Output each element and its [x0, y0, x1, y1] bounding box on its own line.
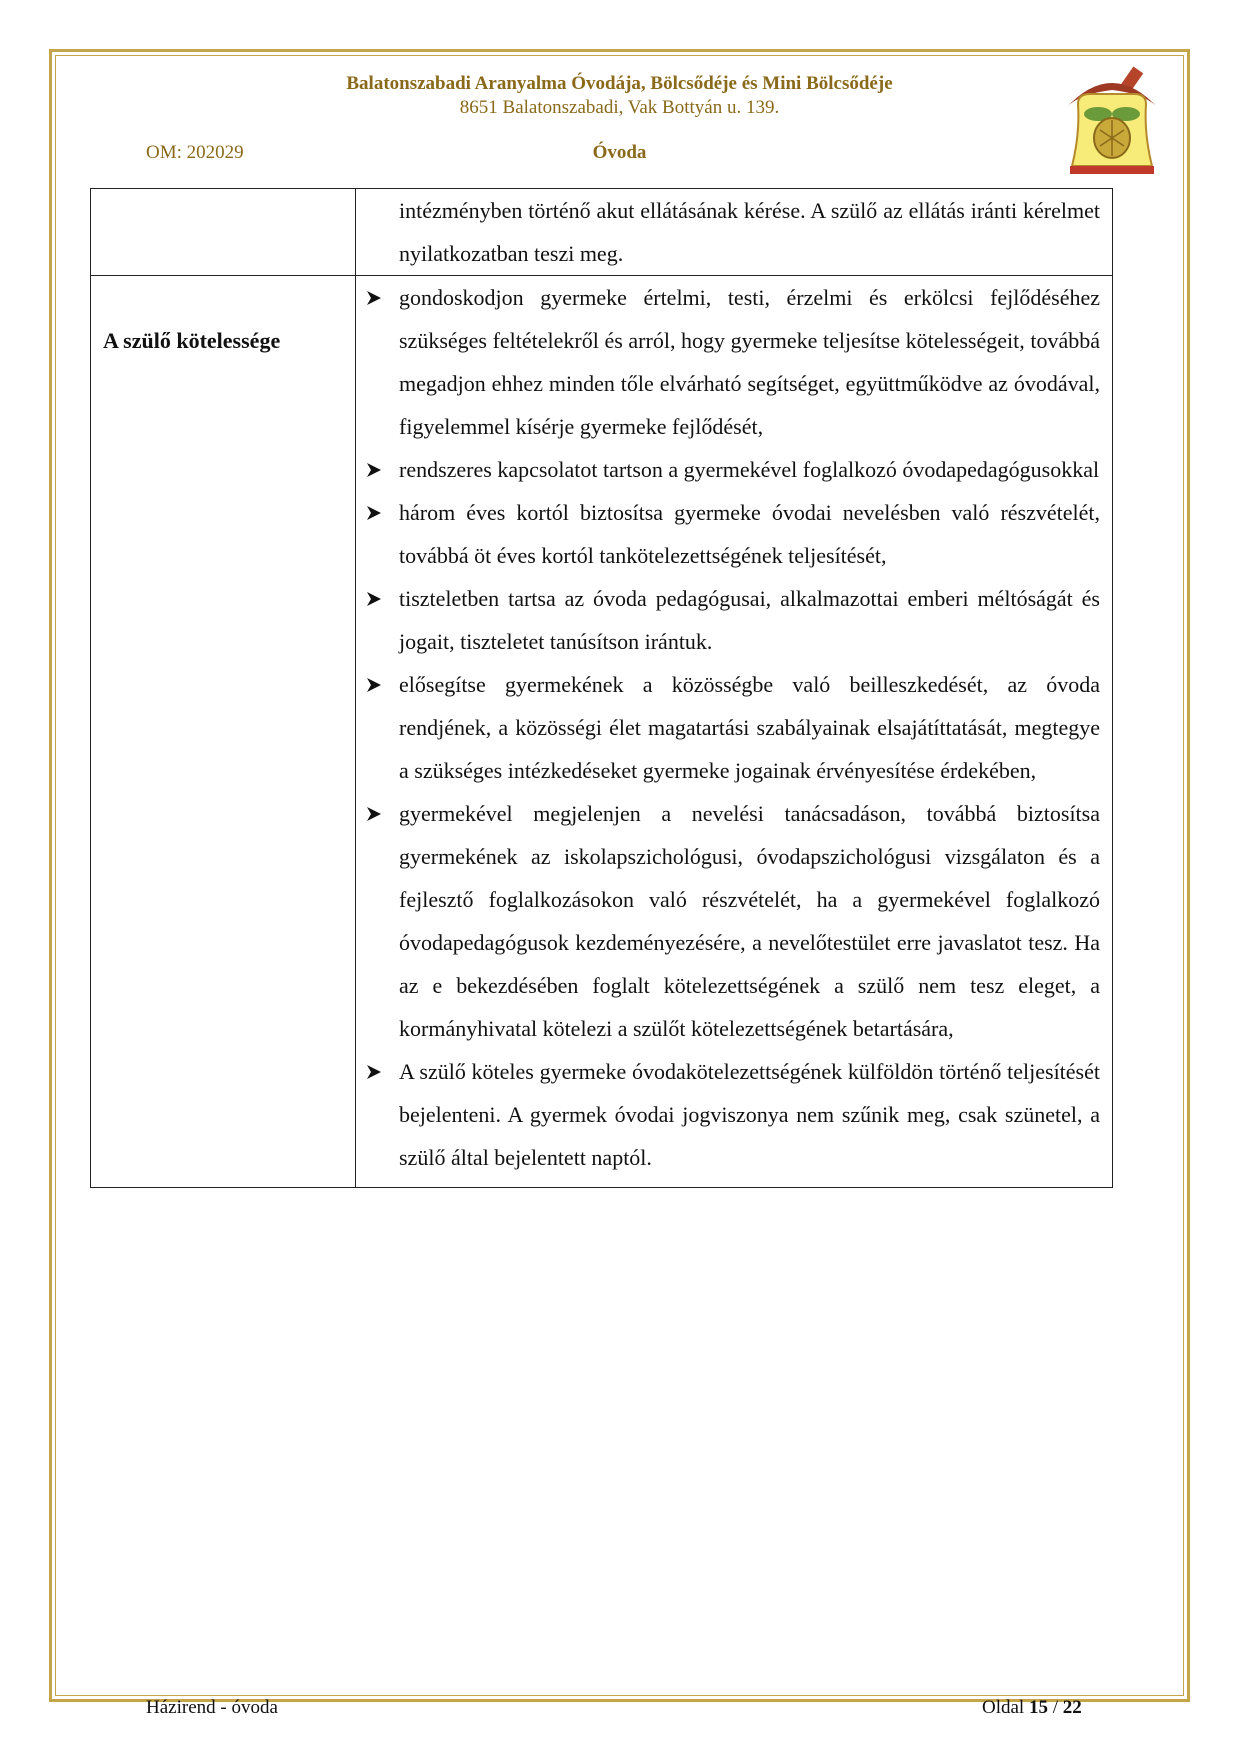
page-separator: / — [1052, 1697, 1058, 1718]
arrowhead-bullet-icon — [363, 663, 385, 706]
golden-apple-crest-icon — [1060, 64, 1164, 184]
arrowhead-bullet-icon — [363, 491, 385, 534]
table-cell-empty — [91, 189, 356, 276]
list-item-text: rendszeres kapcsolatot tartson a gyermekével foglalkozó óvodapedagógusokkal — [399, 457, 1100, 482]
list-item — [399, 491, 1100, 577]
table-cell-duties — [356, 276, 1113, 1188]
duties-title: A szülő kötelessége — [103, 328, 281, 353]
arrowhead-bullet-icon — [363, 792, 385, 835]
list-item — [399, 792, 1100, 1050]
list-item — [399, 1050, 1100, 1179]
page-total: 22 — [1062, 1697, 1082, 1718]
arrowhead-bullet-icon — [363, 1050, 385, 1093]
arrowhead-bullet-icon — [363, 577, 385, 620]
page-label: Oldal — [982, 1697, 1025, 1718]
table-cell-continued — [356, 189, 1113, 276]
table-cell-title — [91, 276, 356, 1188]
om-number: OM: 202029 — [146, 142, 244, 163]
school-address: 8651 Balatonszabadi, Vak Bottyán u. 139. — [459, 97, 780, 118]
list-item — [399, 448, 1100, 491]
arrowhead-bullet-icon — [363, 448, 385, 491]
list-item-text: A szülő köteles gyermeke óvodakötelezettségének külföldön történő teljesítését bejelenteni. A gyermek óvodai jogviszonya nem szűnik meg, csak szünetel, a szülő által bejelentett naptól. — [399, 1059, 1100, 1170]
list-item-text: három éves kortól biztosítsa gyermeke óvodai nevelésben való részvételét, továbbá öt éves kortól tankötelezettségének teljesítését, — [399, 500, 1100, 568]
footer-document-name: Házirend - óvoda — [146, 1697, 278, 1718]
list-item-text: gyermekével megjelenjen a nevelési tanácsadáson, továbbá biztosítsa gyermekének az iskolapszichológusi, óvodapszichológusi vizsgálaton és a fejlesztő foglalkozásokon való részvételét, ha a gyermekével foglalkozó óvodapedagógusok kezdeményezésére, a nevelőtestület erre javaslatot tesz. Ha az e bekezdésében foglalt kötelezettségének a szülő nem tesz eleget, a kormányhivatal kötelezi a szülőt kötelezettségének betartására, — [399, 801, 1100, 1041]
continued-text: intézményben történő akut ellátásának kérése. A szülő az ellátás iránti kérelmet nyilatkozatban teszi meg. — [399, 198, 1100, 266]
duties-list — [356, 276, 1112, 1187]
table-row-duties — [91, 276, 1113, 1188]
footer-page-number — [982, 1697, 1082, 1719]
page-current: 15 — [1028, 1697, 1048, 1718]
list-item-text: gondoskodjon gyermeke értelmi, testi, érzelmi és erkölcsi fejlődéséhez szükséges feltételekről és arról, hogy gyermeke teljesítse kötelességeit, továbbá megadjon ehhez minden tőle elvárható segítséget, együttműködve az óvodával, figyelemmel kísérje gyermeke fejlődését, — [399, 285, 1100, 439]
section-title: Óvoda — [592, 142, 647, 163]
table-row-continued — [91, 189, 1113, 276]
arrowhead-bullet-icon — [363, 276, 385, 319]
list-item-text: tiszteletben tartsa az óvoda pedagógusai, alkalmazottai emberi méltóságát és jogait, tiszteletet tanúsítson irántuk. — [399, 586, 1100, 654]
rules-table — [90, 188, 1113, 1188]
list-item — [399, 276, 1100, 448]
list-item — [399, 577, 1100, 663]
school-name: Balatonszabadi Aranyalma Óvodája, Bölcsődéje és Mini Bölcsődéje — [346, 73, 893, 94]
list-item-text: elősegítse gyermekének a közösségbe való beilleszkedését, az óvoda rendjének, a közösségi élet magatartási szabályainak elsajátíttatását, megtegye a szükséges intézkedéseket gyermeke jogainak érvényesítése érdekében, — [399, 672, 1100, 783]
list-item — [399, 663, 1100, 792]
